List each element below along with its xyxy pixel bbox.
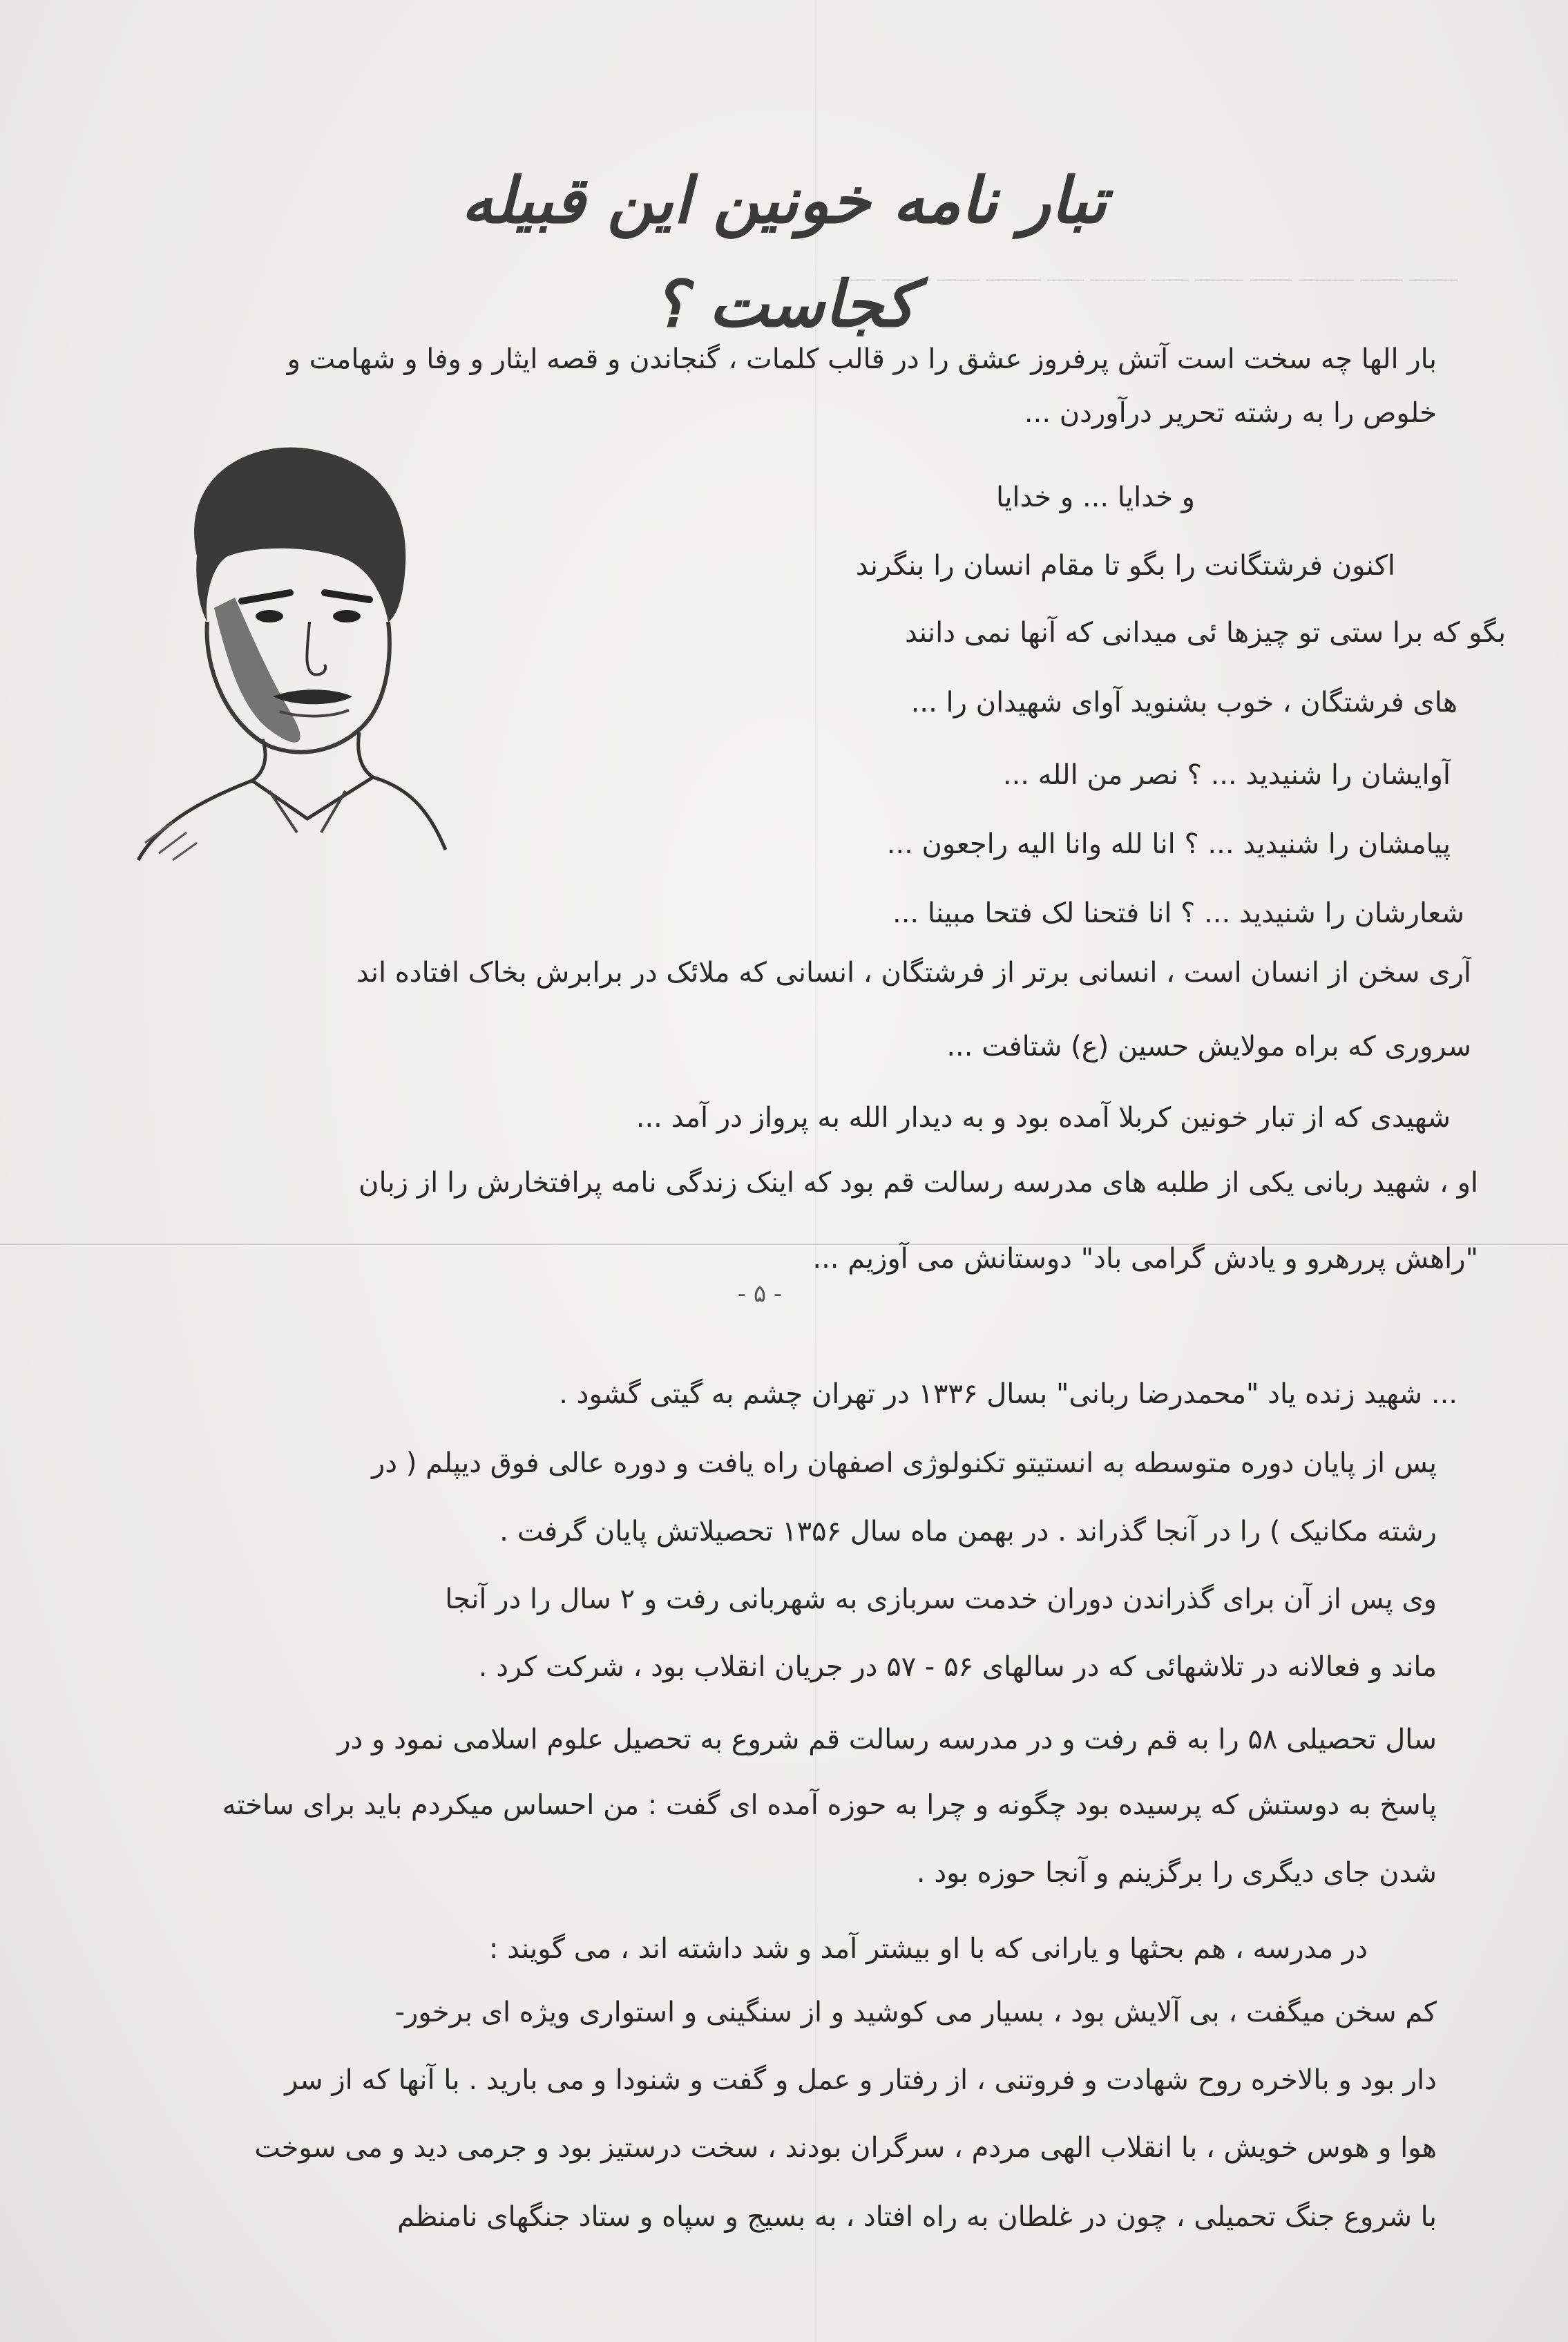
text-line: سروری که براه مولایش حسین (ع) شتافت ... [946, 1031, 1471, 1063]
text-line: کم سخن میگفت ، بی آلایش بود ، بسیار می کوشید و از سنگینی و استواری ویژه ای برخور- [394, 1997, 1437, 2028]
text-line: بگو که برا ستی تو چیزها ئی میدانی که آنها نمی دانند [904, 617, 1506, 649]
text-line: های فرشتگان ، خوب بشنوید آوای شهیدان را ... [910, 687, 1457, 718]
text-line: وی پس از آن برای گذراندن دوران خدمت سربازی به شهربانی رفت و ۲ سال را در آنجا [445, 1583, 1437, 1615]
text-line: "راهش پررهرو و یادش گرامی باد" دوستانش می آوزیم ... [812, 1243, 1478, 1275]
text-line: پاسخ به دوستش که پرسیده بود چگونه و چرا به حوزه آمده ای گفت : من احساس میکردم باید برای ساخته [222, 1789, 1437, 1821]
text-line: آری سخن از انسان است ، انسانی برتر از فرشتگان ، انسانی که ملائک در برابرش بخاک افتاده اند [356, 957, 1471, 989]
text-line: بار الها چه سخت است آتش پرفروز عشق را در قالب کلمات ، گنجاندن و قصه ایثار و وفا و شهامت و [287, 343, 1437, 375]
text-line: شهیدی که از تبار خونین کربلا آمده بود و به دیدار الله به پرواز در آمد ... [635, 1102, 1451, 1134]
show-through-text: ‏ ــــــــ ـــــــ ـــــــــ ـــــــ ــــــــ ــــــ ـــــــــ ــــــ ـــــــــ ـــــــ ــــــــ ـــــــ [832, 263, 1464, 287]
text-line: اکنون فرشتگانت را بگو تا مقام انسان را بنگرند [855, 550, 1395, 582]
text-line: ماند و فعالانه در تلاشهائی که در سالهای ۵۶ - ۵۷ در جریان انقلاب بود ، شرکت کرد . [478, 1651, 1437, 1683]
text-line: و خدایا ... و خدایا [996, 482, 1195, 513]
text-line: رشته مکانیک ) را در آنجا گذراند . در بهمن ماه سال ۱۳۵۶ تحصیلاتش پایان گرفت . [499, 1516, 1437, 1548]
text-line: هوا و هوس خویش ، با انقلاب الهی مردم ، سرگران بودند ، سخت درستیز بود و جرمی دید و می سوخت [254, 2132, 1437, 2164]
portrait-image [131, 435, 449, 864]
text-line: آوایشان را شنیدید ... ؟ نصر من الله ... [1002, 759, 1451, 791]
text-line: پیامشان را شنیدید ... ؟ انا لله وانا الیه راجعون ... [886, 828, 1451, 860]
text-line: با شروع جنگ تحمیلی ، چون در غلطان به راه افتاد ، به بسیج و سپاه و ستاد جنگهای نامنظم [397, 2201, 1437, 2233]
text-line: دار بود و بالاخره روح شهادت و فروتنی ، از رفتار و عمل و گفت و شنودا و می بارید . با آنها که از سر [285, 2064, 1437, 2096]
text-line: او ، شهید ربانی یکی از طلبه های مدرسه رسالت قم بود که اینک زندگی نامه پرافتخارش را از زبان [358, 1167, 1478, 1199]
text-line: شعارشان را شنیدید ... ؟ انا فتحنا لک فتحا مبینا ... [892, 897, 1464, 929]
page-title: تبار نامه خونین این قبیله کجاست ؟ [461, 163, 1107, 341]
page-number: - ۵ - [737, 1280, 783, 1308]
text-line: پس از پایان دوره متوسطه به انستیتو تکنولوژی اصفهان راه یافت و دوره عالی فوق دیپلم ( در [371, 1447, 1437, 1479]
text-line: در مدرسه ، هم بحثها و یارانی که با او بیشتر آمد و شد داشته اند ، می گویند : [488, 1933, 1368, 1965]
text-line: خلوص را به رشته تحریر درآوردن ... [1024, 397, 1437, 429]
text-line: شدن جای دیگری را برگزینم و آنجا حوزه بود . [916, 1857, 1437, 1889]
text-line: سال تحصیلی ۵۸ را به قم رفت و در مدرسه رسالت قم شروع به تحصیل علوم اسلامی نمود و در [337, 1724, 1437, 1755]
text-line: ... شهید زنده یاد "محمدرضا ربانی" بسال ۱۳۳۶ در تهران چشم به گیتی گشود . [559, 1378, 1457, 1410]
